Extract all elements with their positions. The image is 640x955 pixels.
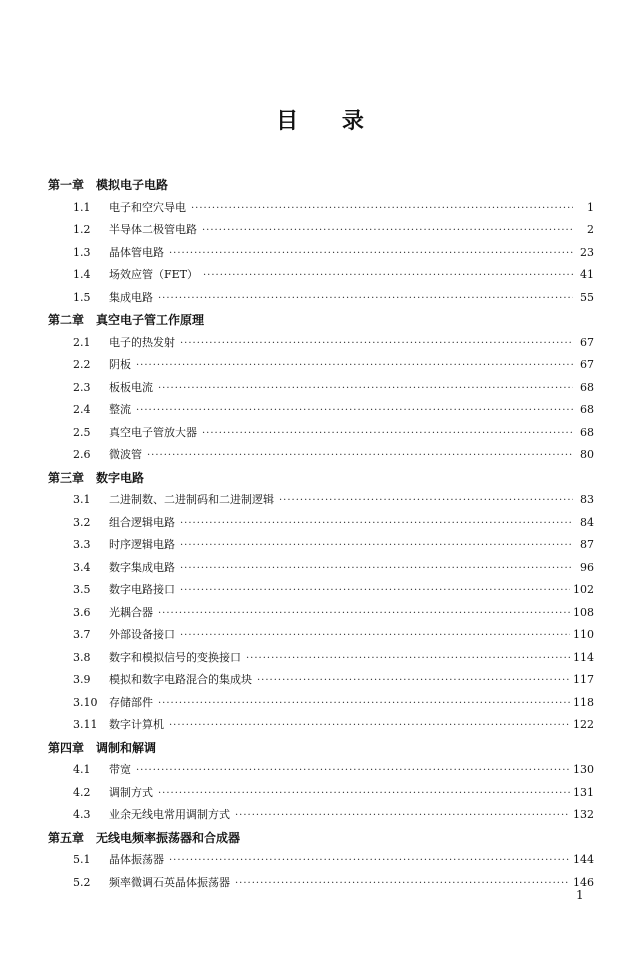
dot-leader — [202, 423, 573, 446]
section-title: 数字和模拟信号的变换接口 — [109, 650, 241, 664]
dot-leader — [235, 805, 570, 828]
toc-entry — [48, 332, 594, 355]
toc-entry — [48, 647, 594, 670]
section-number: 3.6 — [73, 605, 91, 619]
section-title: 时序逻辑电路 — [109, 538, 175, 551]
toc-entry — [48, 264, 594, 287]
section-number: 1.3 — [73, 245, 91, 259]
section-page: 84 — [580, 515, 594, 529]
dot-leader — [279, 490, 573, 513]
section-number: 3.10 — [73, 695, 98, 709]
section-number: 5.2 — [73, 875, 91, 889]
section-page: 41 — [580, 268, 594, 281]
section-title: 二进制数、二进制码和二进制逻辑 — [109, 493, 274, 506]
section-number: 3.8 — [73, 650, 91, 664]
section-title: 模拟和数字电路混合的集成块 — [109, 673, 252, 686]
section-number: 3.4 — [73, 560, 91, 574]
section-title: 光耦合器 — [109, 605, 153, 619]
section-page: 1 — [587, 200, 594, 214]
dot-leader — [158, 603, 570, 626]
chapter-label: 第五章 — [48, 830, 85, 845]
dot-leader — [235, 873, 570, 896]
chapter-label: 第三章 — [48, 470, 85, 485]
dot-leader — [169, 850, 570, 873]
toc-entry — [48, 197, 594, 220]
section-title: 数字集成电路 — [109, 560, 175, 574]
dot-leader — [158, 783, 570, 806]
toc-entry — [48, 669, 594, 692]
section-number: 2.5 — [73, 425, 91, 439]
section-page: 108 — [573, 605, 594, 619]
section-title: 整流 — [109, 403, 131, 416]
section-number: 2.6 — [73, 448, 91, 461]
toc-entry — [48, 579, 594, 602]
toc-entry — [48, 714, 594, 737]
section-page: 130 — [573, 763, 594, 776]
section-number: 3.9 — [73, 673, 91, 686]
section-title: 阴板 — [109, 358, 131, 371]
dot-leader — [257, 670, 570, 693]
dot-leader — [180, 535, 573, 558]
chapter-heading — [48, 174, 594, 197]
section-number: 1.4 — [73, 268, 91, 281]
section-title: 调制方式 — [109, 785, 153, 799]
dot-leader — [136, 355, 573, 378]
section-page: 118 — [573, 695, 594, 709]
chapter-title: 无线电频率振荡器和合成器 — [96, 830, 241, 845]
dot-leader — [246, 648, 570, 671]
section-page: 68 — [580, 380, 594, 394]
chapter-title: 真空电子管工作原理 — [96, 313, 205, 327]
toc-entry — [48, 377, 594, 400]
chapter-label: 第四章 — [48, 740, 85, 755]
section-title: 带宽 — [109, 763, 131, 776]
section-title: 数字计算机 — [109, 718, 164, 731]
section-title: 电子的热发射 — [109, 335, 175, 349]
section-number: 3.11 — [73, 718, 98, 731]
toc-entry — [48, 872, 594, 895]
section-page: 122 — [573, 718, 594, 731]
section-page: 87 — [580, 538, 594, 551]
section-number: 4.3 — [73, 808, 91, 821]
dot-leader — [180, 333, 573, 356]
section-title: 存储部件 — [109, 695, 153, 709]
section-number: 3.2 — [73, 515, 91, 529]
section-title: 晶体振荡器 — [109, 853, 164, 866]
section-page: 131 — [573, 785, 594, 799]
section-title: 数字电路接口 — [109, 583, 175, 596]
toc-entry — [48, 602, 594, 625]
toc-entry — [48, 624, 594, 647]
section-page: 23 — [580, 245, 594, 259]
dot-leader — [136, 400, 573, 423]
toc-entry — [48, 849, 594, 872]
section-page: 68 — [580, 403, 594, 416]
section-page: 80 — [580, 448, 594, 461]
section-title: 板板电流 — [109, 380, 153, 394]
toc-entry — [48, 422, 594, 445]
section-page: 117 — [573, 673, 594, 686]
section-page: 83 — [580, 493, 594, 506]
section-number: 1.1 — [73, 200, 91, 214]
section-page: 102 — [573, 583, 594, 596]
section-number: 3.5 — [73, 583, 91, 596]
dot-leader — [158, 288, 573, 311]
section-page: 2 — [587, 223, 594, 236]
section-title: 组合逻辑电路 — [109, 515, 175, 529]
dot-leader — [180, 625, 570, 648]
section-page: 146 — [573, 875, 594, 889]
section-number: 5.1 — [73, 853, 91, 866]
section-page: 96 — [580, 560, 594, 574]
chapter-heading — [48, 467, 594, 490]
section-page: 110 — [573, 628, 594, 641]
toc-entry — [48, 692, 594, 715]
section-title: 业余无线电常用调制方式 — [109, 808, 230, 821]
toc-entry — [48, 444, 594, 467]
chapter-heading — [48, 737, 594, 760]
section-number: 3.3 — [73, 538, 91, 551]
section-title: 场效应管（FET） — [109, 268, 198, 281]
toc-entry — [48, 242, 594, 265]
section-number: 3.7 — [73, 628, 91, 641]
dot-leader — [147, 445, 573, 468]
dot-leader — [136, 760, 570, 783]
toc-entry — [48, 489, 594, 512]
dot-leader — [158, 378, 573, 401]
section-number: 2.2 — [73, 358, 91, 371]
section-title: 频率微调石英晶体振荡器 — [109, 875, 230, 889]
section-title: 外部设备接口 — [109, 628, 175, 641]
section-page: 68 — [580, 425, 594, 439]
chapter-title: 模拟电子电路 — [96, 178, 169, 192]
toc-entry — [48, 804, 594, 827]
section-page: 114 — [573, 650, 594, 664]
section-page: 132 — [573, 808, 594, 821]
dot-leader — [180, 580, 570, 603]
toc-entry — [48, 782, 594, 805]
page-title: 目 录 — [276, 109, 382, 134]
chapter-heading — [48, 827, 594, 850]
dot-leader — [202, 220, 573, 243]
section-title: 集成电路 — [109, 290, 153, 304]
section-number: 2.4 — [73, 403, 91, 416]
toc-entry — [48, 759, 594, 782]
chapter-label: 第一章 — [48, 178, 85, 192]
toc-entry — [48, 219, 594, 242]
section-page: 67 — [580, 358, 594, 371]
dot-leader — [169, 715, 570, 738]
section-page: 67 — [580, 335, 594, 349]
toc-entry — [48, 557, 594, 580]
section-number: 2.3 — [73, 380, 91, 394]
page-number: 1 — [576, 888, 584, 902]
toc-entry — [48, 399, 594, 422]
chapter-title: 数字电路 — [96, 470, 145, 485]
chapter-title: 调制和解调 — [96, 740, 157, 755]
dot-leader — [191, 198, 573, 221]
chapter-heading — [48, 309, 594, 332]
section-number: 1.2 — [73, 223, 91, 236]
section-title: 微波管 — [109, 448, 142, 461]
section-number: 4.1 — [73, 763, 91, 776]
section-number: 2.1 — [73, 335, 91, 349]
dot-leader — [180, 513, 573, 536]
section-title: 真空电子管放大器 — [109, 425, 197, 439]
section-title: 晶体管电路 — [109, 245, 164, 259]
section-page: 55 — [580, 290, 594, 304]
dot-leader — [169, 243, 573, 266]
toc-entry — [48, 287, 594, 310]
chapter-label: 第二章 — [48, 313, 85, 327]
dot-leader — [203, 265, 573, 288]
section-title: 电子和空穴导电 — [109, 200, 186, 214]
section-number: 4.2 — [73, 785, 91, 799]
toc-entry — [48, 512, 594, 535]
dot-leader — [158, 693, 570, 716]
toc-entry — [48, 354, 594, 377]
toc-entry — [48, 534, 594, 557]
section-page: 144 — [573, 853, 594, 866]
dot-leader — [180, 558, 573, 581]
section-title: 半导体二极管电路 — [109, 223, 197, 236]
table-of-contents — [48, 174, 594, 894]
section-number: 3.1 — [73, 493, 91, 506]
section-number: 1.5 — [73, 290, 91, 304]
